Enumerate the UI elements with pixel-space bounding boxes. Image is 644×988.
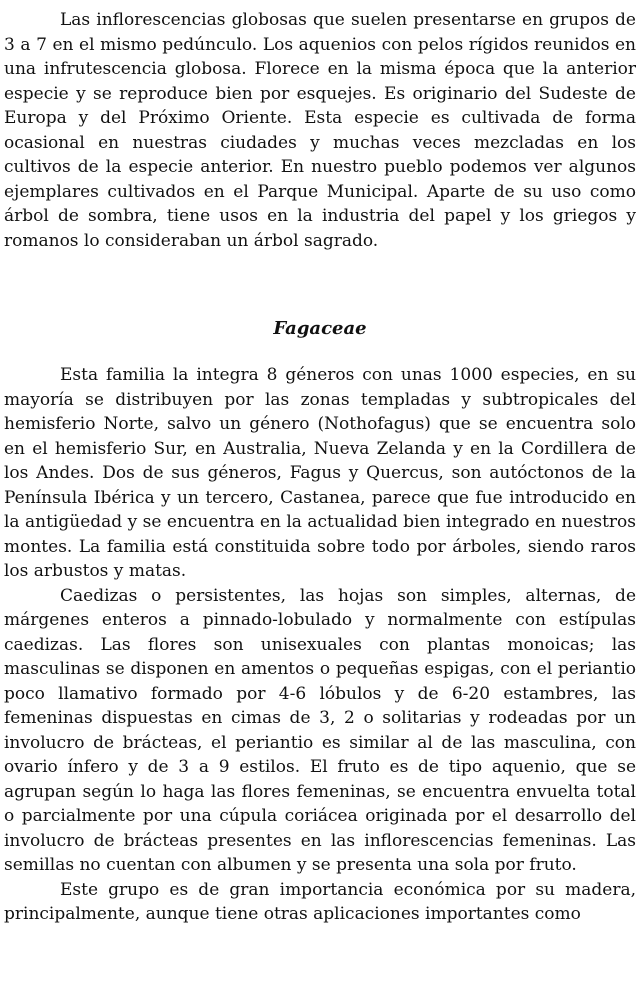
section-heading-fagaceae: Fagaceae (273, 318, 367, 339)
paragraph-platanus-description: Las inflorescencias globosas que suelen presentarse en grupos de 3 a 7 en el mismo pedúnculo. Los aquenios con pelos rígidos reunidos en una infrutescencia globosa. Florece en la misma época que la anterior especie y se reproduce bien por esquejes. Es originario del Sudeste de Europa y del Próximo Oriente. Esta especie es cultivada de forma ocasional en nuestras ciudades y muchas veces mezcladas en los cultivos de la especie anterior. En nuestro pueblo podemos ver algunos ejemplares cultivados en el Parque Municipal. Aparte de su uso como árbol de sombra, tiene usos en la industria del papel y los griegos y romanos lo consideraban un árbol sagrado. (4, 10, 636, 251)
paragraph-family-description: Caedizas o persistentes, las hojas son simples, alternas, de márgenes enteros a pinnado-lobulado y normalmente con estípulas caedizas. Las flores son unisexuales con plantas monoicas; las masculinas se disponen en amentos o pequeñas espigas, con el periantio poco llamativo formado por 4-6 lóbulos y de 6-20 estambres, las femeninas dispuestas en cimas de 3, 2 o solitarias y rodeadas por un involucro de brácteas, el periantio es similar al de las masculina, con ovario ínfero y de 3 a 9 estilos. El fruto es de tipo aquenio, que se agrupan según lo haga las flores femeninas, se encuentra envuelta total o parcialmente por una cúpula coriácea originada por el desarrollo del involucro de brácteas presentes en las inflorescencias femeninas. Las semillas no cuentan con albumen y se presenta una sola por fruto. (4, 585, 636, 875)
paragraph-economic-importance: Este grupo es de gran importancia económica por su madera, principalmente, aunque tiene otras aplicaciones importantes como (4, 879, 636, 924)
paragraph-family-intro: Esta familia la integra 8 géneros con unas 1000 especies, en su mayoría se distribuyen por las zonas templadas y subtropicales del hemisferio Norte, salvo un género (Nothofagus) que se encuentra solo en el hemisferio Sur, en Australia, Nueva Zelanda y en la Cordillera de los Andes. Dos de sus géneros, Fagus y Quercus, son autóctonos de la Península Ibérica y un tercero, Castanea, parece que fue introducido en la antigüedad y se encuentra en la actualidad bien integrado en nuestros montes. La familia está constituida sobre todo por árboles, siendo raros los arbustos y matas. (4, 365, 636, 581)
